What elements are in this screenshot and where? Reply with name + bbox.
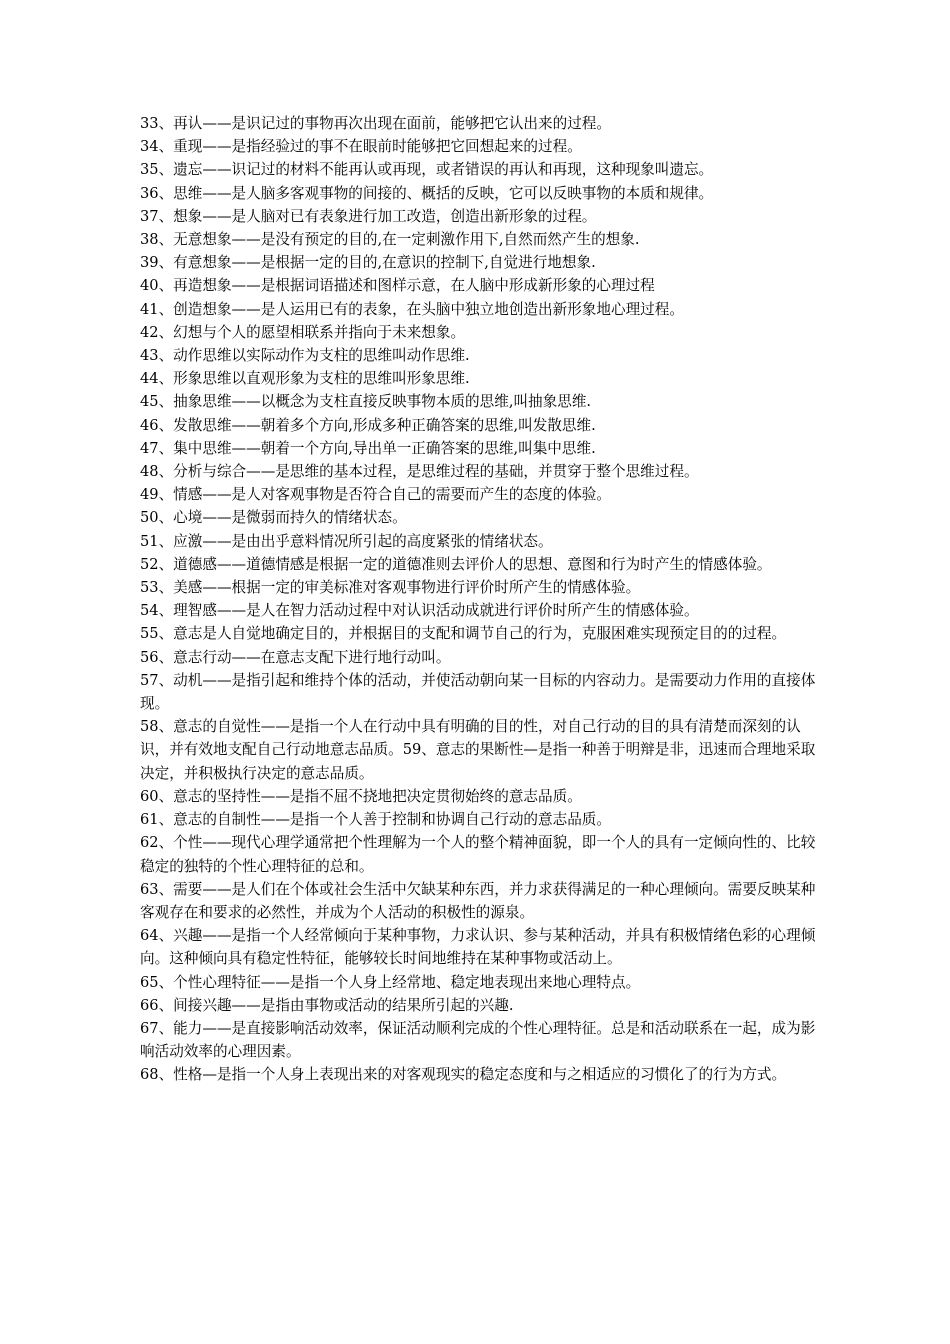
definition-62: 62、个性——现代心理学通常把个性理解为一个人的整个精神面貌，即一个人的具有一定倾向性的、比较稳定的独特的个性心理特征的总和。 — [140, 834, 816, 875]
document-page — [140, 112, 820, 1087]
definition-56: 56、意志行动——在意志支配下进行地行动叫。 — [140, 648, 451, 666]
definition-66: 66、间接兴趣——是指由事物或活动的结果所引起的兴趣. — [140, 996, 514, 1014]
definition-65: 65、个性心理特征——是指一个人身上经常地、稳定地表现出来地心理特点。 — [140, 973, 641, 991]
definition-54: 54、理智感——是人在智力活动过程中对认识活动成就进行评价时所产生的情感体验。 — [140, 602, 699, 620]
definition-60: 60、意志的坚持性——是指不屈不挠地把决定贯彻始终的意志品质。 — [140, 787, 582, 805]
definition-46: 46、发散思维——朝着多个方向,形成多种正确答案的思维,叫发散思维. — [140, 416, 596, 434]
definition-40: 40、再造想象——是根据词语描述和图样示意，在人脑中形成新形象的心理过程 — [140, 277, 655, 295]
definition-39: 39、有意想象——是根据一定的目的,在意识的控制下,自觉进行地想象. — [140, 254, 596, 272]
definition-33: 33、再认——是识记过的事物再次出现在面前，能够把它认出来的过程。 — [140, 115, 611, 132]
definition-64: 64、兴趣——是指一个人经常倾向于某种事物，力求认识、参与某种活动，并具有积极情绪色彩的心理倾向。这种倾向具有稳定性特征，能够较长时间地维持在某种事物或活动上。 — [140, 927, 816, 968]
definition-55: 55、意志是人自觉地确定目的，并根据目的支配和调节自己的行为，克服困难实现预定目的的过程。 — [140, 625, 787, 643]
definition-42: 42、幻想与个人的愿望相联系并指向于未来想象。 — [140, 323, 466, 341]
definition-68: 68、性格—是指一个人身上表现出来的对客观现实的稳定态度和与之相适应的习惯化了的行为方式。 — [140, 1066, 787, 1084]
definition-37: 37、想象——是人脑对已有表象进行加工改造，创造出新形象的过程。 — [140, 207, 597, 225]
definition-51: 51、应激——是由出乎意料情况所引起的高度紧张的情绪状态。 — [140, 532, 553, 550]
definition-43: 43、动作思维以实际动作为支柱的思维叫动作思维. — [140, 347, 470, 365]
definition-67: 67、能力——是直接影响活动效率，保证活动顺利完成的个性心理特征。总是和活动联系在一起，成为影响活动效率的心理因素。 — [140, 1019, 816, 1061]
definition-44: 44、形象思维以直观形象为支柱的思维叫形象思维. — [140, 370, 470, 388]
definition-36: 36、思维——是人脑多客观事物的间接的、概括的反映，它可以反映事物的本质和规律。 — [140, 184, 714, 202]
definition-50: 50、心境——是微弱而持久的情绪状态。 — [140, 509, 407, 527]
definition-48: 48、分析与综合——是思维的基本过程，是思维过程的基础，并贯穿于整个思维过程。 — [140, 463, 699, 481]
definition-41: 41、创造想象——是人运用已有的表象，在头脑中独立地创造出新形象地心理过程。 — [140, 300, 684, 318]
definition-53: 53、美感——根据一定的审美标准对客观事物进行评价时所产生的情感体验。 — [140, 579, 641, 597]
definition-58-59: 58、意志的自觉性——是指一个人在行动中具有明确的目的性，对自己行动的目的具有清楚而深刻的认识，并有效地支配自己行动地意志品质。59、意志的果断性—是指一种善于明辩是非，迅速而合理地采取决定，并积极执行决定的意志品质。 — [140, 718, 816, 782]
definition-52: 52、道德感——道德情感是根据一定的道德准则去评价人的思想、意图和行为时产生的情感体验。 — [140, 555, 772, 573]
definition-47: 47、集中思维——朝着一个方向,导出单一正确答案的思维,叫集中思维. — [140, 439, 596, 457]
definition-49: 49、情感——是人对客观事物是否符合自己的需要而产生的态度的体验。 — [140, 486, 611, 504]
definition-61: 61、意志的自制性——是指一个人善于控制和协调自己行动的意志品质。 — [140, 811, 611, 829]
definition-63: 63、需要——是人们在个体或社会生活中欠缺某种东西，并力求获得满足的一种心理倾向。需要反映某种客观存在和要求的必然性，并成为个人活动的积极性的源泉。 — [140, 880, 816, 921]
definition-34: 34、重现——是指经验过的事不在眼前时能够把它回想起来的过程。 — [140, 138, 582, 156]
definition-45: 45、抽象思维——以概念为支柱直接反映事物本质的思维,叫抽象思维. — [140, 393, 592, 411]
definition-38: 38、无意想象——是没有预定的目的,在一定刺激作用下,自然而然产生的想象. — [140, 231, 640, 249]
definition-35: 35、遗忘——识记过的材料不能再认或再现，或者错误的再认和再现，这种现象叫遗忘。 — [140, 161, 714, 179]
definition-57: 57、动机——是指引起和维持个体的活动，并使活动朝向某一目标的内容动力。是需要动力作用的直接体现。 — [140, 671, 816, 713]
